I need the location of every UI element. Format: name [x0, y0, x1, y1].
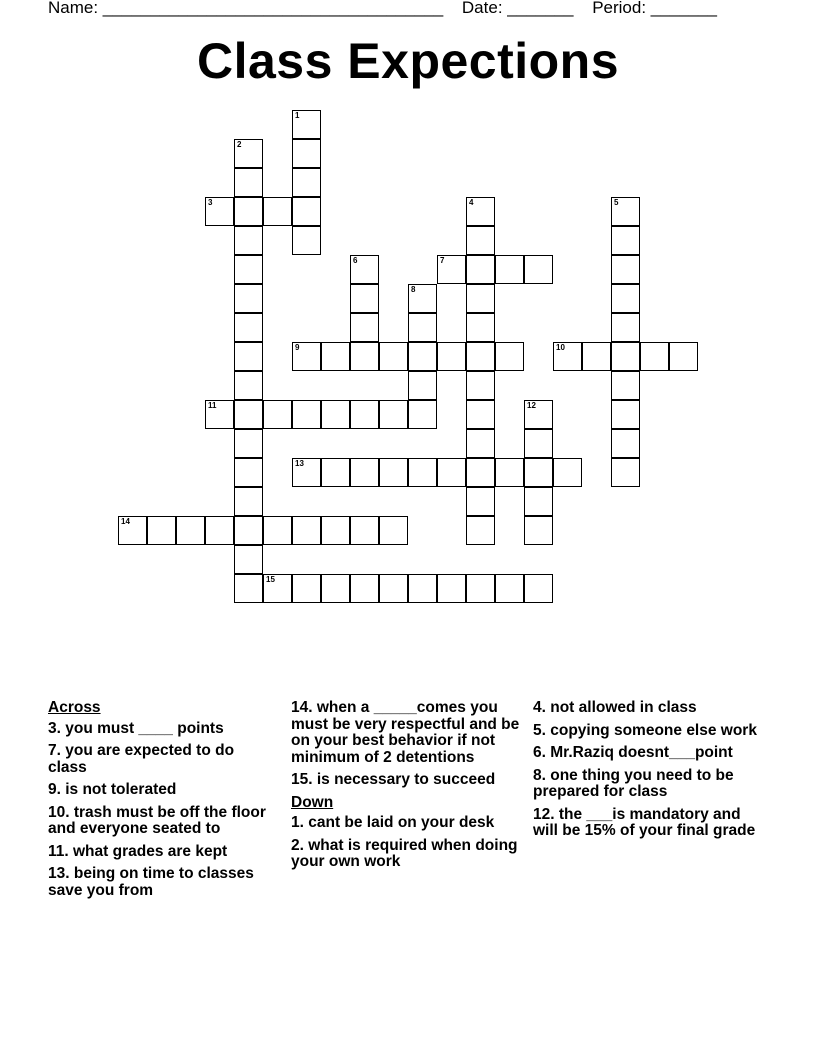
- grid-cell[interactable]: [466, 574, 495, 603]
- grid-cell[interactable]: [611, 458, 640, 487]
- clue-item: [533, 807, 765, 840]
- clue-item: [533, 768, 765, 801]
- cell-number: 14: [121, 517, 130, 526]
- grid-cell[interactable]: [408, 313, 437, 342]
- grid-cell[interactable]: [350, 255, 379, 284]
- clue-text: one thing you need to be prepared for class: [533, 766, 734, 800]
- clue-number: 9.: [48, 781, 66, 798]
- grid-cell[interactable]: [611, 371, 640, 400]
- grid-cell[interactable]: [524, 429, 553, 458]
- grid-cell[interactable]: [234, 371, 263, 400]
- grid-cell[interactable]: [234, 226, 263, 255]
- clue-item: [533, 700, 765, 717]
- clue-text: you must ____ points: [65, 719, 224, 737]
- grid-cell[interactable]: [234, 255, 263, 284]
- grid-cell[interactable]: [263, 516, 292, 545]
- grid-cell[interactable]: [466, 197, 495, 226]
- grid-cell[interactable]: [350, 284, 379, 313]
- grid-cell[interactable]: [466, 429, 495, 458]
- clue-item: [48, 844, 273, 861]
- cell-number: 13: [295, 459, 304, 468]
- grid-cell[interactable]: [350, 342, 379, 371]
- date-field: Date: _______: [461, 0, 574, 17]
- cell-number: 9: [295, 343, 300, 352]
- grid-cell[interactable]: [292, 574, 321, 603]
- grid-cell[interactable]: [292, 516, 321, 545]
- grid-cell[interactable]: [408, 400, 437, 429]
- clue-item: [291, 700, 523, 766]
- clue-item: [48, 721, 273, 738]
- grid-cell[interactable]: [379, 458, 408, 487]
- grid-cell[interactable]: [524, 574, 553, 603]
- grid-cell[interactable]: [669, 342, 698, 371]
- grid-cell[interactable]: [205, 197, 234, 226]
- grid-cell[interactable]: [611, 342, 640, 371]
- grid-cell[interactable]: [611, 197, 640, 226]
- clue-text: is not tolerated: [65, 781, 177, 798]
- grid-cell[interactable]: [263, 197, 292, 226]
- cell-number: 5: [614, 198, 619, 207]
- grid-cell[interactable]: [234, 139, 263, 168]
- grid-cell[interactable]: [611, 226, 640, 255]
- grid-cell[interactable]: [437, 458, 466, 487]
- clue-number: 3.: [48, 719, 66, 737]
- clue-text: the ___is mandatory and will be 15% of your final grade: [533, 805, 756, 839]
- grid-cell[interactable]: [379, 574, 408, 603]
- grid-cell[interactable]: [408, 458, 437, 487]
- grid-cell[interactable]: [466, 284, 495, 313]
- clue-text: Mr.Raziq doesnt___point: [550, 744, 733, 761]
- grid-cell[interactable]: [524, 458, 553, 487]
- grid-cell[interactable]: [524, 516, 553, 545]
- grid-cell[interactable]: [495, 255, 524, 284]
- clue-item: [48, 743, 273, 776]
- cell-number: 4: [469, 198, 474, 207]
- grid-cell[interactable]: [466, 516, 495, 545]
- grid-cell[interactable]: [350, 458, 379, 487]
- grid-cell[interactable]: [553, 458, 582, 487]
- grid-cell[interactable]: [321, 574, 350, 603]
- cell-number: 1: [295, 111, 300, 120]
- clue-number: 13.: [48, 865, 74, 882]
- grid-cell[interactable]: [437, 342, 466, 371]
- clue-number: 7.: [48, 742, 66, 759]
- grid-cell[interactable]: [176, 516, 205, 545]
- grid-cell[interactable]: [234, 400, 263, 429]
- clue-text: trash must be off the floor and everyone seated to: [48, 803, 266, 837]
- grid-cell[interactable]: [350, 313, 379, 342]
- grid-cell[interactable]: [292, 458, 321, 487]
- grid-cell[interactable]: [321, 458, 350, 487]
- clue-item: [48, 782, 273, 799]
- grid-cell[interactable]: [321, 342, 350, 371]
- grid-cell[interactable]: [234, 487, 263, 516]
- grid-cell[interactable]: [524, 255, 553, 284]
- grid-cell[interactable]: [234, 168, 263, 197]
- clue-text: copying someone else work: [550, 721, 757, 739]
- grid-cell[interactable]: [379, 516, 408, 545]
- cell-number: 10: [556, 343, 565, 352]
- cell-number: 2: [237, 140, 242, 149]
- grid-cell[interactable]: [234, 284, 263, 313]
- clue-number: 8.: [533, 766, 551, 784]
- grid-cell[interactable]: [466, 371, 495, 400]
- grid-cell[interactable]: [292, 197, 321, 226]
- grid-cell[interactable]: [466, 226, 495, 255]
- grid-cell[interactable]: [321, 400, 350, 429]
- grid-cell[interactable]: [379, 400, 408, 429]
- cell-number: 15: [266, 575, 275, 584]
- grid-cell[interactable]: [234, 342, 263, 371]
- clue-item: [48, 805, 273, 838]
- cell-number: 3: [208, 198, 213, 207]
- grid-cell[interactable]: [379, 342, 408, 371]
- grid-cell[interactable]: [234, 545, 263, 574]
- header: [48, 0, 731, 18]
- clue-number: 6.: [533, 744, 551, 761]
- clue-column-2: [291, 700, 523, 877]
- grid-cell[interactable]: [495, 342, 524, 371]
- clue-item: [291, 815, 523, 832]
- clue-text: is necessary to succeed: [316, 771, 496, 788]
- grid-cell[interactable]: [234, 429, 263, 458]
- grid-cell[interactable]: [292, 168, 321, 197]
- grid-cell[interactable]: [408, 342, 437, 371]
- grid-cell[interactable]: [582, 342, 611, 371]
- clue-text: when a _____comes you must be very respectful and be on your best behavior if not minimum of 2 detentions: [291, 699, 520, 766]
- cell-number: 12: [527, 401, 536, 410]
- grid-cell[interactable]: [611, 255, 640, 284]
- clue-number: 15.: [291, 771, 317, 788]
- grid-cell[interactable]: [118, 516, 147, 545]
- grid-cell[interactable]: [466, 458, 495, 487]
- grid-cell[interactable]: [350, 516, 379, 545]
- clue-item: [48, 866, 273, 899]
- grid-cell[interactable]: [234, 458, 263, 487]
- grid-cell[interactable]: [234, 313, 263, 342]
- grid-cell[interactable]: [321, 516, 350, 545]
- page-title: Class Expections: [196, 33, 620, 89]
- grid-cell[interactable]: [466, 313, 495, 342]
- clue-column-1: [48, 700, 273, 905]
- name-field: Name: ____________________________________: [48, 0, 444, 17]
- cell-number: 8: [411, 285, 416, 294]
- clue-number: 1.: [291, 814, 309, 831]
- grid-cell[interactable]: [234, 516, 263, 545]
- grid-cell[interactable]: [350, 400, 379, 429]
- grid-cell[interactable]: [495, 458, 524, 487]
- grid-cell[interactable]: [263, 574, 292, 603]
- clue-item: [533, 723, 765, 740]
- cell-number: 6: [353, 256, 358, 265]
- period-field: Period: _______: [592, 0, 717, 17]
- grid-cell[interactable]: [611, 313, 640, 342]
- grid-cell[interactable]: [466, 342, 495, 371]
- grid-cell[interactable]: [611, 429, 640, 458]
- grid-cell[interactable]: [466, 255, 495, 284]
- clue-text: cant be laid on your desk: [308, 814, 495, 831]
- grid-cell[interactable]: [234, 574, 263, 603]
- cell-number: 7: [440, 256, 445, 265]
- section-heading: Across: [48, 699, 101, 716]
- grid-cell[interactable]: [553, 342, 582, 371]
- clue-text: what is required when doing your own work: [291, 836, 518, 870]
- section-heading: Down: [291, 793, 334, 811]
- grid-cell[interactable]: [234, 197, 263, 226]
- clue-text: not allowed in class: [550, 699, 697, 716]
- clue-number: 4.: [533, 699, 551, 716]
- grid-cell[interactable]: [263, 400, 292, 429]
- clue-number: 10.: [48, 803, 74, 821]
- clue-number: 2.: [291, 836, 309, 854]
- grid-cell[interactable]: [408, 574, 437, 603]
- grid-cell[interactable]: [147, 516, 176, 545]
- clue-number: 5.: [533, 721, 551, 739]
- grid-cell[interactable]: [408, 371, 437, 400]
- clue-number: 12.: [533, 805, 559, 823]
- grid-cell[interactable]: [437, 255, 466, 284]
- grid-cell[interactable]: [466, 487, 495, 516]
- clue-item: [291, 772, 523, 789]
- grid-cell[interactable]: [292, 139, 321, 168]
- grid-cell[interactable]: [611, 284, 640, 313]
- clue-text: being on time to classes save you from: [48, 865, 254, 899]
- grid-cell[interactable]: [205, 516, 234, 545]
- grid-cell[interactable]: [408, 284, 437, 313]
- grid-cell[interactable]: [292, 226, 321, 255]
- grid-cell[interactable]: [350, 574, 379, 603]
- clue-number: 11.: [48, 842, 73, 860]
- clue-item: [533, 745, 765, 762]
- grid-cell[interactable]: [205, 400, 234, 429]
- grid-cell[interactable]: [524, 487, 553, 516]
- grid-cell[interactable]: [466, 400, 495, 429]
- grid-cell[interactable]: [524, 400, 553, 429]
- grid-cell[interactable]: [292, 342, 321, 371]
- grid-cell[interactable]: [495, 574, 524, 603]
- clue-text: you are expected to do class: [48, 742, 235, 776]
- grid-cell[interactable]: [292, 400, 321, 429]
- grid-cell[interactable]: [640, 342, 669, 371]
- clue-column-3: [533, 700, 765, 846]
- cell-number: 11: [208, 401, 217, 410]
- clue-text: what grades are kept: [73, 842, 228, 860]
- grid-cell[interactable]: [611, 400, 640, 429]
- grid-cell[interactable]: [437, 574, 466, 603]
- clue-number: 14.: [291, 699, 317, 716]
- clue-item: [291, 838, 523, 871]
- grid-cell[interactable]: [292, 110, 321, 139]
